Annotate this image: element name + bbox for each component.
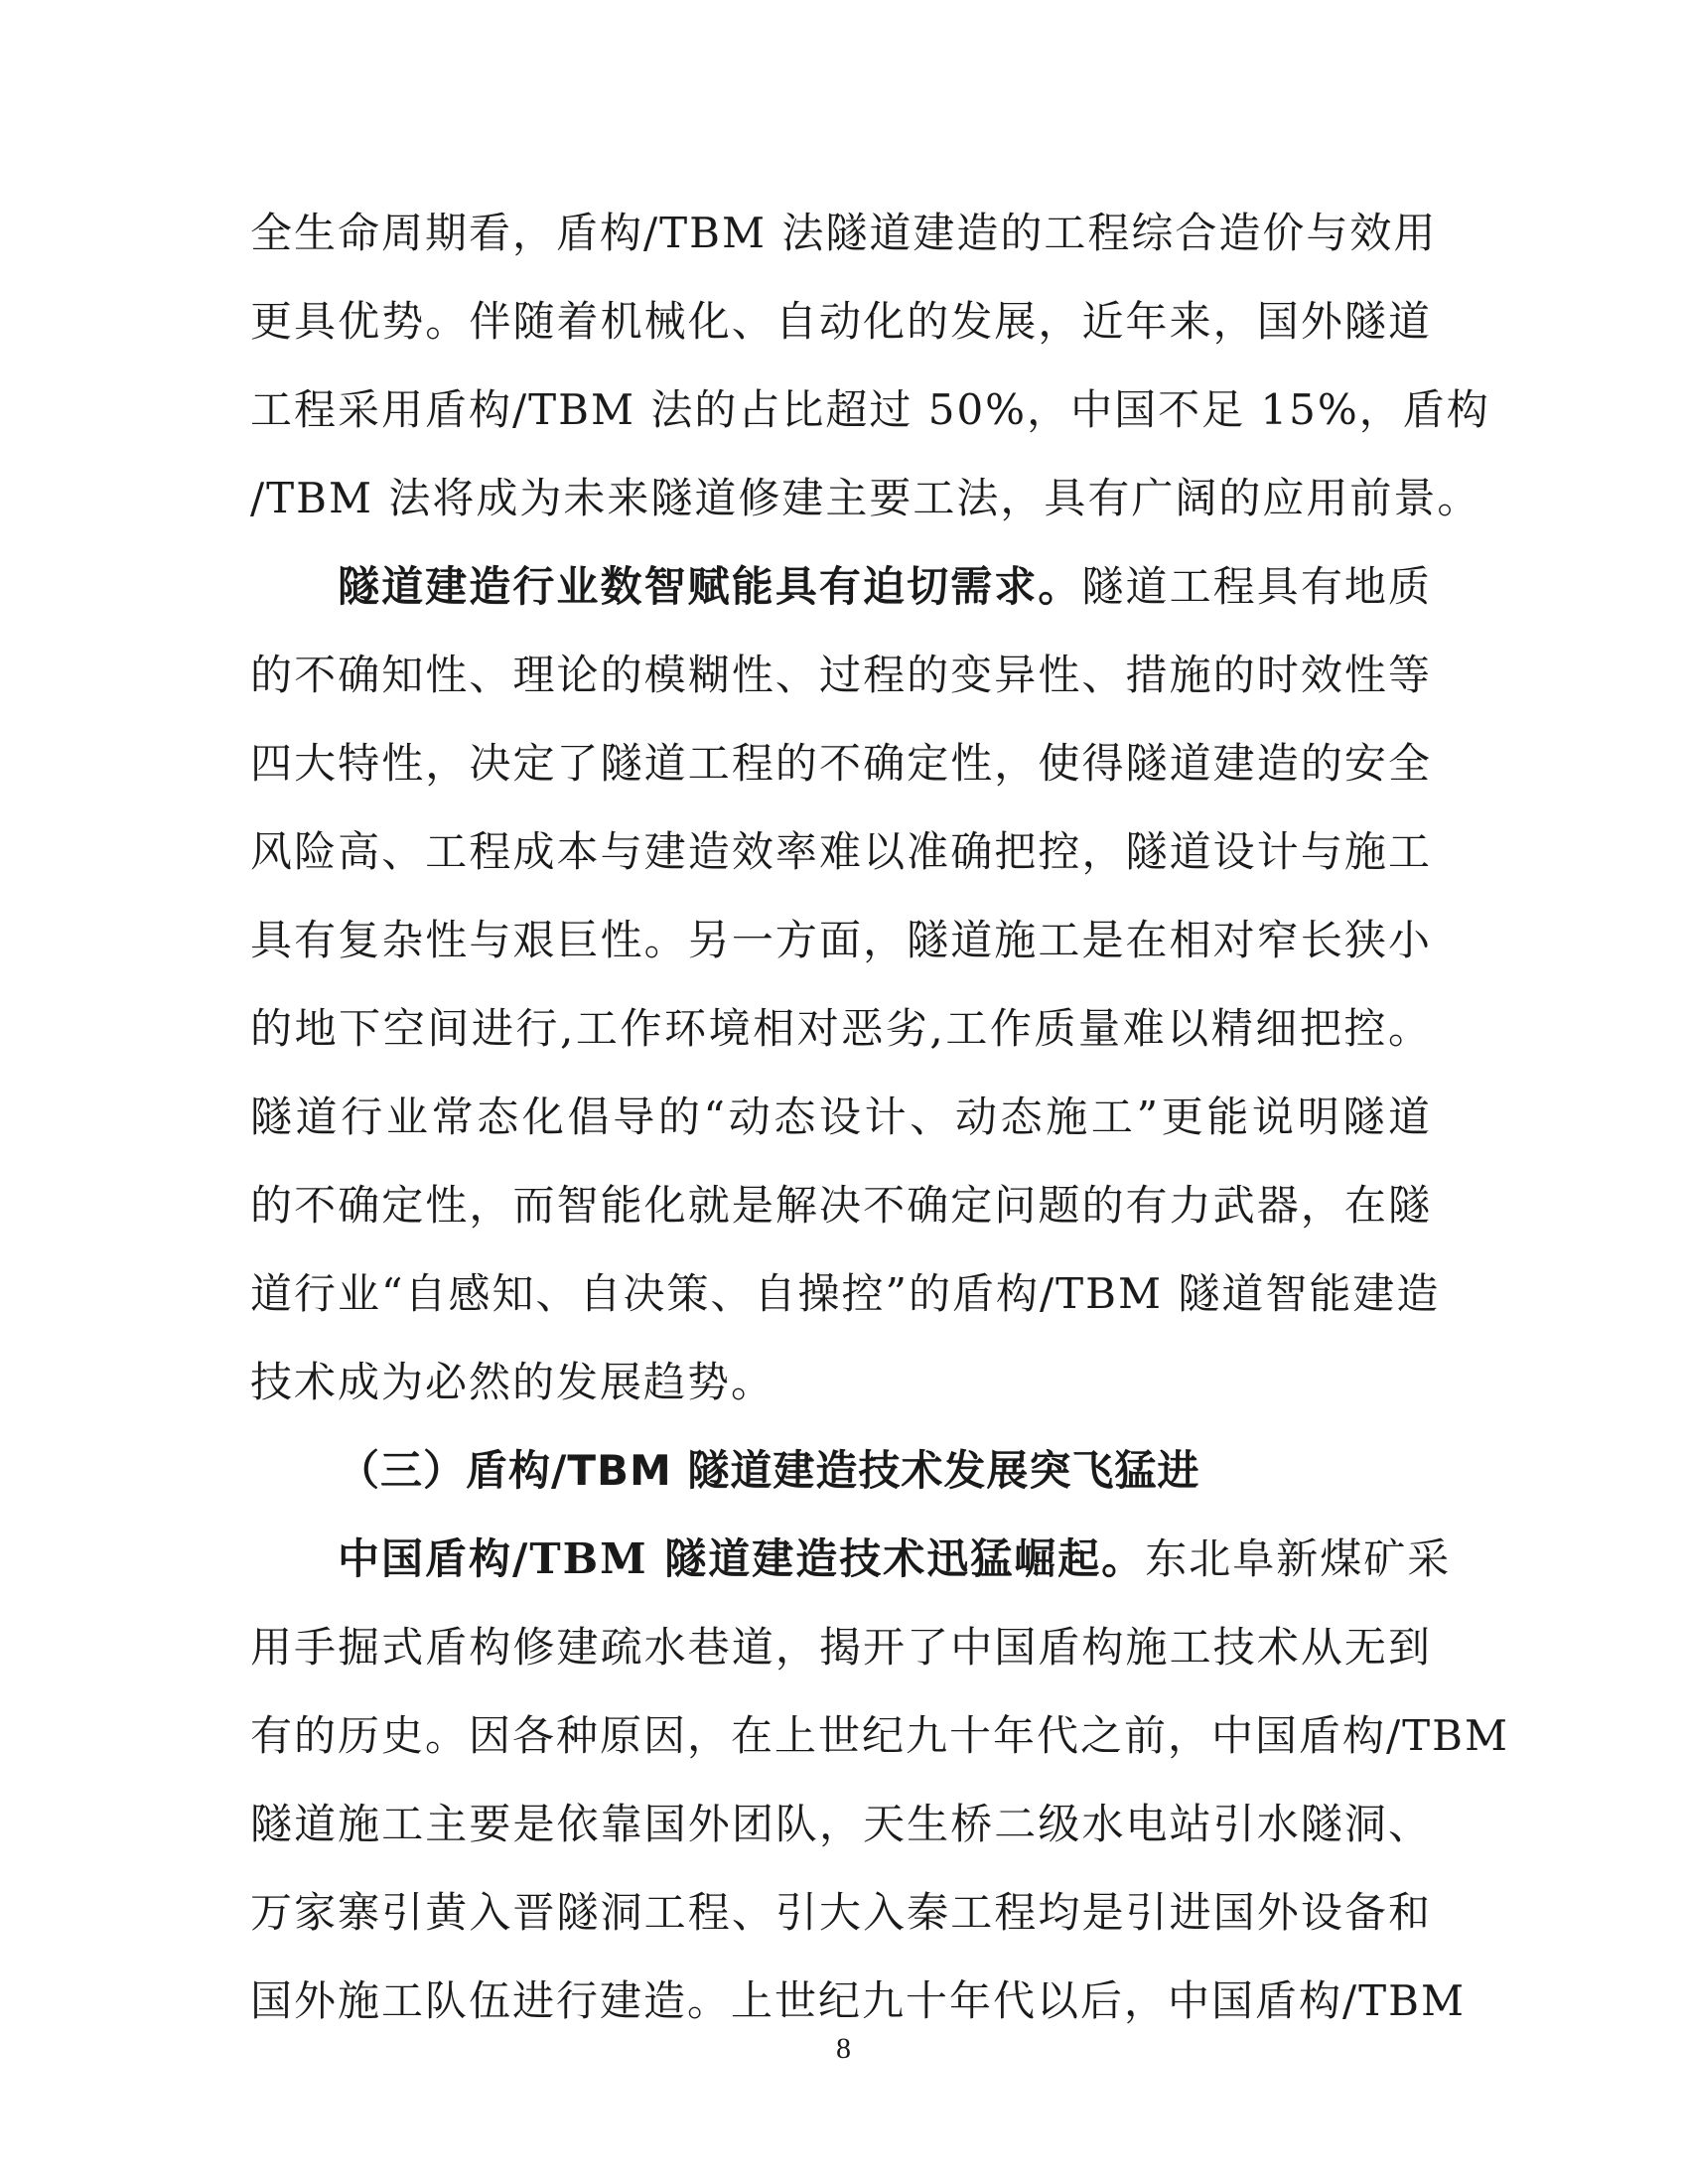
text-line (250, 1515, 1452, 1603)
text-line: 道行业“自感知、自决策、自操控”的盾构/TBM 隧道智能建造 (250, 1269, 1441, 1318)
paragraph-lead: 隧道建造行业数智赋能具有迫切需求。 (338, 562, 1082, 611)
text-line: 具有复杂性与艰巨性。另一方面，隧道施工是在相对窄长狭小 (250, 916, 1432, 964)
section-heading: （三）盾构/TBM 隧道建造技术发展突飞猛进 (338, 1446, 1200, 1495)
text-line: 隧道行业常态化倡导的“动态设计、动态施工”更能说明隧道 (250, 1092, 1432, 1141)
text-line: 的不确定性，而智能化就是解决不确定问题的有力武器，在隧 (250, 1181, 1432, 1230)
page-number: 8 (836, 2032, 851, 2065)
paragraph-lead-rest: 东北阜新煤矿采 (1145, 1534, 1452, 1583)
text-line: 隧道施工主要是依靠国外团队，天生桥二级水电站引水隧洞、 (250, 1800, 1432, 1848)
paragraph-lead-rest: 隧道工程具有地质 (1081, 562, 1432, 611)
text-line: 国外施工队伍进行建造。上世纪九十年代以后，中国盾构/TBM (250, 1976, 1467, 2025)
text-line: 全生命周期看，盾构/TBM 法隧道建造的工程综合造价与效用 (250, 209, 1438, 257)
text-line: 更具优势。伴随着机械化、自动化的发展，近年来，国外隧道 (250, 297, 1432, 346)
text-line: /TBM 法将成为未来隧道修建主要工法，具有广阔的应用前景。 (250, 474, 1481, 522)
paragraph-3 (250, 1515, 1510, 2045)
text-line: 有的历史。因各种原因，在上世纪九十年代之前，中国盾构/TBM (250, 1711, 1510, 1760)
text-line (250, 542, 1432, 631)
text-line: 风险高、工程成本与建造效率难以准确把控，隧道设计与施工 (250, 827, 1432, 876)
paragraph-2 (250, 542, 1441, 1426)
text-line: 的不确知性、理论的模糊性、过程的变异性、措施的时效性等 (250, 651, 1432, 699)
text-line: 工程采用盾构/TBM 法的占比超过 50%，中国不足 15%，盾构 (250, 385, 1490, 434)
body-text (250, 189, 1510, 2045)
paragraph-1 (250, 189, 1490, 542)
text-line: 用手掘式盾构修建疏水巷道，揭开了中国盾构施工技术从无到 (250, 1623, 1432, 1672)
text-line: 的地下空间进行,工作环境相对恶劣,工作质量难以精细把控。 (250, 1004, 1432, 1053)
text-line: 技术成为必然的发展趋势。 (250, 1358, 775, 1406)
text-line: 万家寨引黄入晋隧洞工程、引大入秦工程均是引进国外设备和 (250, 1888, 1432, 1937)
paragraph-lead: 中国盾构/TBM 隧道建造技术迅猛崛起。 (338, 1534, 1146, 1583)
text-line: 四大特性，决定了隧道工程的不确定性，使得隧道建造的安全 (250, 739, 1432, 788)
